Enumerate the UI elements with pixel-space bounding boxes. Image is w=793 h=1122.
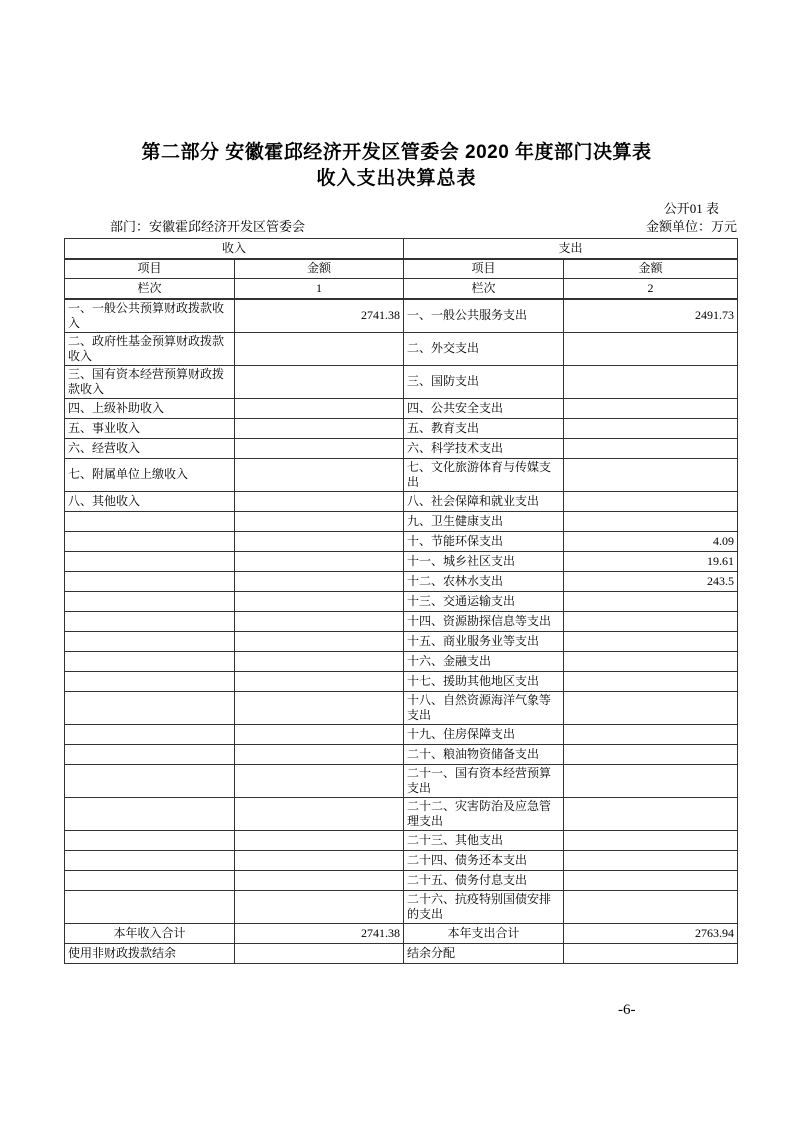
expense-amount-cell bbox=[564, 890, 738, 923]
expense-carryover-label: 结余分配 bbox=[404, 943, 564, 963]
expense-amount-cell bbox=[564, 671, 738, 691]
table-row bbox=[65, 438, 738, 458]
expense-item-cell: 二十一、国有资本经营预算支出 bbox=[404, 764, 564, 797]
income-item-cell bbox=[65, 870, 235, 890]
income-amount-cell bbox=[235, 591, 404, 611]
expense-amount-cell bbox=[564, 418, 738, 438]
table-row bbox=[65, 651, 738, 671]
expense-item-cell: 二十、粮油物资储备支出 bbox=[404, 744, 564, 764]
table-row bbox=[65, 744, 738, 764]
table-body bbox=[65, 299, 738, 924]
income-amount-cell: 2741.38 bbox=[235, 299, 404, 333]
expense-amount-cell bbox=[564, 830, 738, 850]
expense-amount-col-header: 金额 bbox=[564, 259, 738, 279]
expense-item-cell: 一、一般公共服务支出 bbox=[404, 299, 564, 333]
income-amount-cell bbox=[235, 724, 404, 744]
table-row bbox=[65, 890, 738, 923]
expense-item-cell: 二十四、债务还本支出 bbox=[404, 850, 564, 870]
expense-item-cell: 十八、自然资源海洋气象等支出 bbox=[404, 691, 564, 724]
income-item-cell: 三、国有资本经营预算财政拨款收入 bbox=[65, 365, 235, 398]
income-amount-cell bbox=[235, 398, 404, 418]
income-row-index-label: 栏次 bbox=[65, 279, 235, 299]
income-item-col-header: 项目 bbox=[65, 259, 235, 279]
expense-amount-cell bbox=[564, 631, 738, 651]
income-item-cell bbox=[65, 611, 235, 631]
page-title: 第二部分 安徽霍邱经济开发区管委会 2020 年度部门决算表 bbox=[141, 142, 652, 163]
table-row bbox=[65, 571, 738, 591]
income-amount-cell bbox=[235, 797, 404, 830]
meta-row bbox=[110, 218, 737, 235]
income-amount-cell bbox=[235, 870, 404, 890]
expense-amount-cell: 19.61 bbox=[564, 551, 738, 571]
income-item-cell bbox=[65, 830, 235, 850]
expense-item-cell: 十五、商业服务业等支出 bbox=[404, 631, 564, 651]
income-amount-cell bbox=[235, 365, 404, 398]
income-column-number: 1 bbox=[235, 279, 404, 299]
table-row bbox=[65, 870, 738, 890]
title-block bbox=[0, 0, 793, 192]
income-amount-cell bbox=[235, 438, 404, 458]
income-amount-cell bbox=[235, 764, 404, 797]
table-row bbox=[65, 611, 738, 631]
expense-total-label: 本年支出合计 bbox=[404, 923, 564, 943]
income-item-cell: 七、附属单位上缴收入 bbox=[65, 458, 235, 491]
expense-item-cell: 八、社会保障和就业支出 bbox=[404, 491, 564, 511]
table-row bbox=[65, 332, 738, 365]
expense-item-cell: 十九、住房保障支出 bbox=[404, 724, 564, 744]
income-item-cell bbox=[65, 571, 235, 591]
table-code: 公开01 表 bbox=[663, 201, 719, 216]
expense-item-cell: 二、外交支出 bbox=[404, 332, 564, 365]
income-amount-cell bbox=[235, 671, 404, 691]
expense-item-cell: 三、国防支出 bbox=[404, 365, 564, 398]
expense-item-cell: 十、节能环保支出 bbox=[404, 531, 564, 551]
expense-item-cell: 五、教育支出 bbox=[404, 418, 564, 438]
table-row bbox=[65, 671, 738, 691]
expense-amount-cell: 4.09 bbox=[564, 531, 738, 551]
expense-item-cell: 十一、城乡社区支出 bbox=[404, 551, 564, 571]
income-item-cell bbox=[65, 531, 235, 551]
income-item-cell bbox=[65, 651, 235, 671]
expense-amount-cell bbox=[564, 850, 738, 870]
income-item-cell bbox=[65, 744, 235, 764]
table-row bbox=[65, 491, 738, 511]
expense-item-cell: 十六、金融支出 bbox=[404, 651, 564, 671]
income-section-header: 收入 bbox=[65, 239, 404, 259]
expense-amount-cell bbox=[564, 651, 738, 671]
income-total-amount: 2741.38 bbox=[235, 923, 404, 943]
income-amount-cell bbox=[235, 850, 404, 870]
income-total-label: 本年收入合计 bbox=[65, 923, 235, 943]
table-row bbox=[65, 797, 738, 830]
expense-item-cell: 二十二、灾害防治及应急管理支出 bbox=[404, 797, 564, 830]
income-amount-cell bbox=[235, 511, 404, 531]
expense-item-cell: 十三、交通运输支出 bbox=[404, 591, 564, 611]
table-row bbox=[65, 551, 738, 571]
expense-amount-cell bbox=[564, 611, 738, 631]
table-row bbox=[65, 398, 738, 418]
income-item-cell bbox=[65, 764, 235, 797]
income-amount-cell bbox=[235, 531, 404, 551]
income-carryover-label: 使用非财政拨款结余 bbox=[65, 943, 235, 963]
expense-amount-cell bbox=[564, 458, 738, 491]
expense-amount-cell bbox=[564, 870, 738, 890]
table-row bbox=[65, 850, 738, 870]
expense-item-cell: 二十五、债务付息支出 bbox=[404, 870, 564, 890]
expense-amount-cell bbox=[564, 744, 738, 764]
income-item-cell: 五、事业收入 bbox=[65, 418, 235, 438]
income-amount-cell bbox=[235, 551, 404, 571]
expense-amount-cell bbox=[564, 438, 738, 458]
income-amount-col-header: 金额 bbox=[235, 259, 404, 279]
table-row bbox=[65, 830, 738, 850]
income-amount-cell bbox=[235, 458, 404, 491]
income-item-cell bbox=[65, 890, 235, 923]
expense-amount-cell: 2491.73 bbox=[564, 299, 738, 333]
expense-amount-cell bbox=[564, 764, 738, 797]
expense-amount-cell bbox=[564, 398, 738, 418]
income-item-cell: 八、其他收入 bbox=[65, 491, 235, 511]
page-number: -6- bbox=[618, 1002, 636, 1018]
income-item-cell bbox=[65, 591, 235, 611]
expense-amount-cell bbox=[564, 797, 738, 830]
expense-amount-cell bbox=[564, 724, 738, 744]
expense-amount-cell bbox=[564, 491, 738, 511]
table-row bbox=[65, 531, 738, 551]
income-amount-cell bbox=[235, 332, 404, 365]
expense-amount-cell bbox=[564, 332, 738, 365]
income-item-cell bbox=[65, 691, 235, 724]
income-item-cell: 二、政府性基金预算财政拨款收入 bbox=[65, 332, 235, 365]
expense-column-number: 2 bbox=[564, 279, 738, 299]
unit-label: 金额单位：万元 bbox=[645, 219, 737, 234]
income-amount-cell bbox=[235, 830, 404, 850]
table-row bbox=[65, 458, 738, 491]
expense-item-cell: 九、卫生健康支出 bbox=[404, 511, 564, 531]
income-item-cell bbox=[65, 511, 235, 531]
income-item-cell bbox=[65, 797, 235, 830]
expense-amount-cell: 243.5 bbox=[564, 571, 738, 591]
page-subtitle: 收入支出决算总表 bbox=[316, 168, 477, 189]
table-row bbox=[65, 691, 738, 724]
table-row bbox=[65, 764, 738, 797]
income-amount-cell bbox=[235, 631, 404, 651]
department-label: 部门：安徽霍邱经济开发区管委会 bbox=[110, 219, 306, 234]
income-amount-cell bbox=[235, 890, 404, 923]
income-item-cell: 一、一般公共预算财政拨款收入 bbox=[65, 299, 235, 333]
income-item-cell bbox=[65, 671, 235, 691]
table-row bbox=[65, 724, 738, 744]
table-row bbox=[65, 365, 738, 398]
expense-item-cell: 六、科学技术支出 bbox=[404, 438, 564, 458]
expense-total-amount: 2763.94 bbox=[564, 923, 738, 943]
income-amount-cell bbox=[235, 571, 404, 591]
expense-amount-cell bbox=[564, 511, 738, 531]
table-row bbox=[65, 418, 738, 438]
expense-amount-cell bbox=[564, 365, 738, 398]
income-amount-cell bbox=[235, 611, 404, 631]
income-amount-cell bbox=[235, 418, 404, 438]
table-row bbox=[65, 511, 738, 531]
expense-item-cell: 七、文化旅游体育与传媒支出 bbox=[404, 458, 564, 491]
table-row bbox=[65, 299, 738, 333]
income-item-cell bbox=[65, 724, 235, 744]
income-item-cell bbox=[65, 631, 235, 651]
income-amount-cell bbox=[235, 744, 404, 764]
income-carryover-amount bbox=[235, 943, 404, 963]
carryover-row bbox=[65, 943, 738, 963]
expense-item-cell: 四、公共安全支出 bbox=[404, 398, 564, 418]
expense-item-cell: 十四、资源勘探信息等支出 bbox=[404, 611, 564, 631]
expense-amount-cell bbox=[564, 691, 738, 724]
income-amount-cell bbox=[235, 691, 404, 724]
expense-item-cell: 二十三、其他支出 bbox=[404, 830, 564, 850]
income-amount-cell bbox=[235, 651, 404, 671]
income-item-cell bbox=[65, 551, 235, 571]
income-item-cell: 六、经营收入 bbox=[65, 438, 235, 458]
expense-section-header: 支出 bbox=[404, 239, 738, 259]
income-item-cell bbox=[65, 850, 235, 870]
income-item-cell: 四、上级补助收入 bbox=[65, 398, 235, 418]
expense-item-col-header: 项目 bbox=[404, 259, 564, 279]
table-row bbox=[65, 591, 738, 611]
expense-item-cell: 十二、农林水支出 bbox=[404, 571, 564, 591]
income-amount-cell bbox=[235, 491, 404, 511]
expense-amount-cell bbox=[564, 591, 738, 611]
table-row bbox=[65, 631, 738, 651]
expense-item-cell: 十七、援助其他地区支出 bbox=[404, 671, 564, 691]
expense-item-cell: 二十六、抗疫特别国债安排的支出 bbox=[404, 890, 564, 923]
expense-carryover-amount bbox=[564, 943, 738, 963]
budget-table bbox=[64, 238, 738, 964]
total-row bbox=[65, 923, 738, 943]
expense-row-index-label: 栏次 bbox=[404, 279, 564, 299]
